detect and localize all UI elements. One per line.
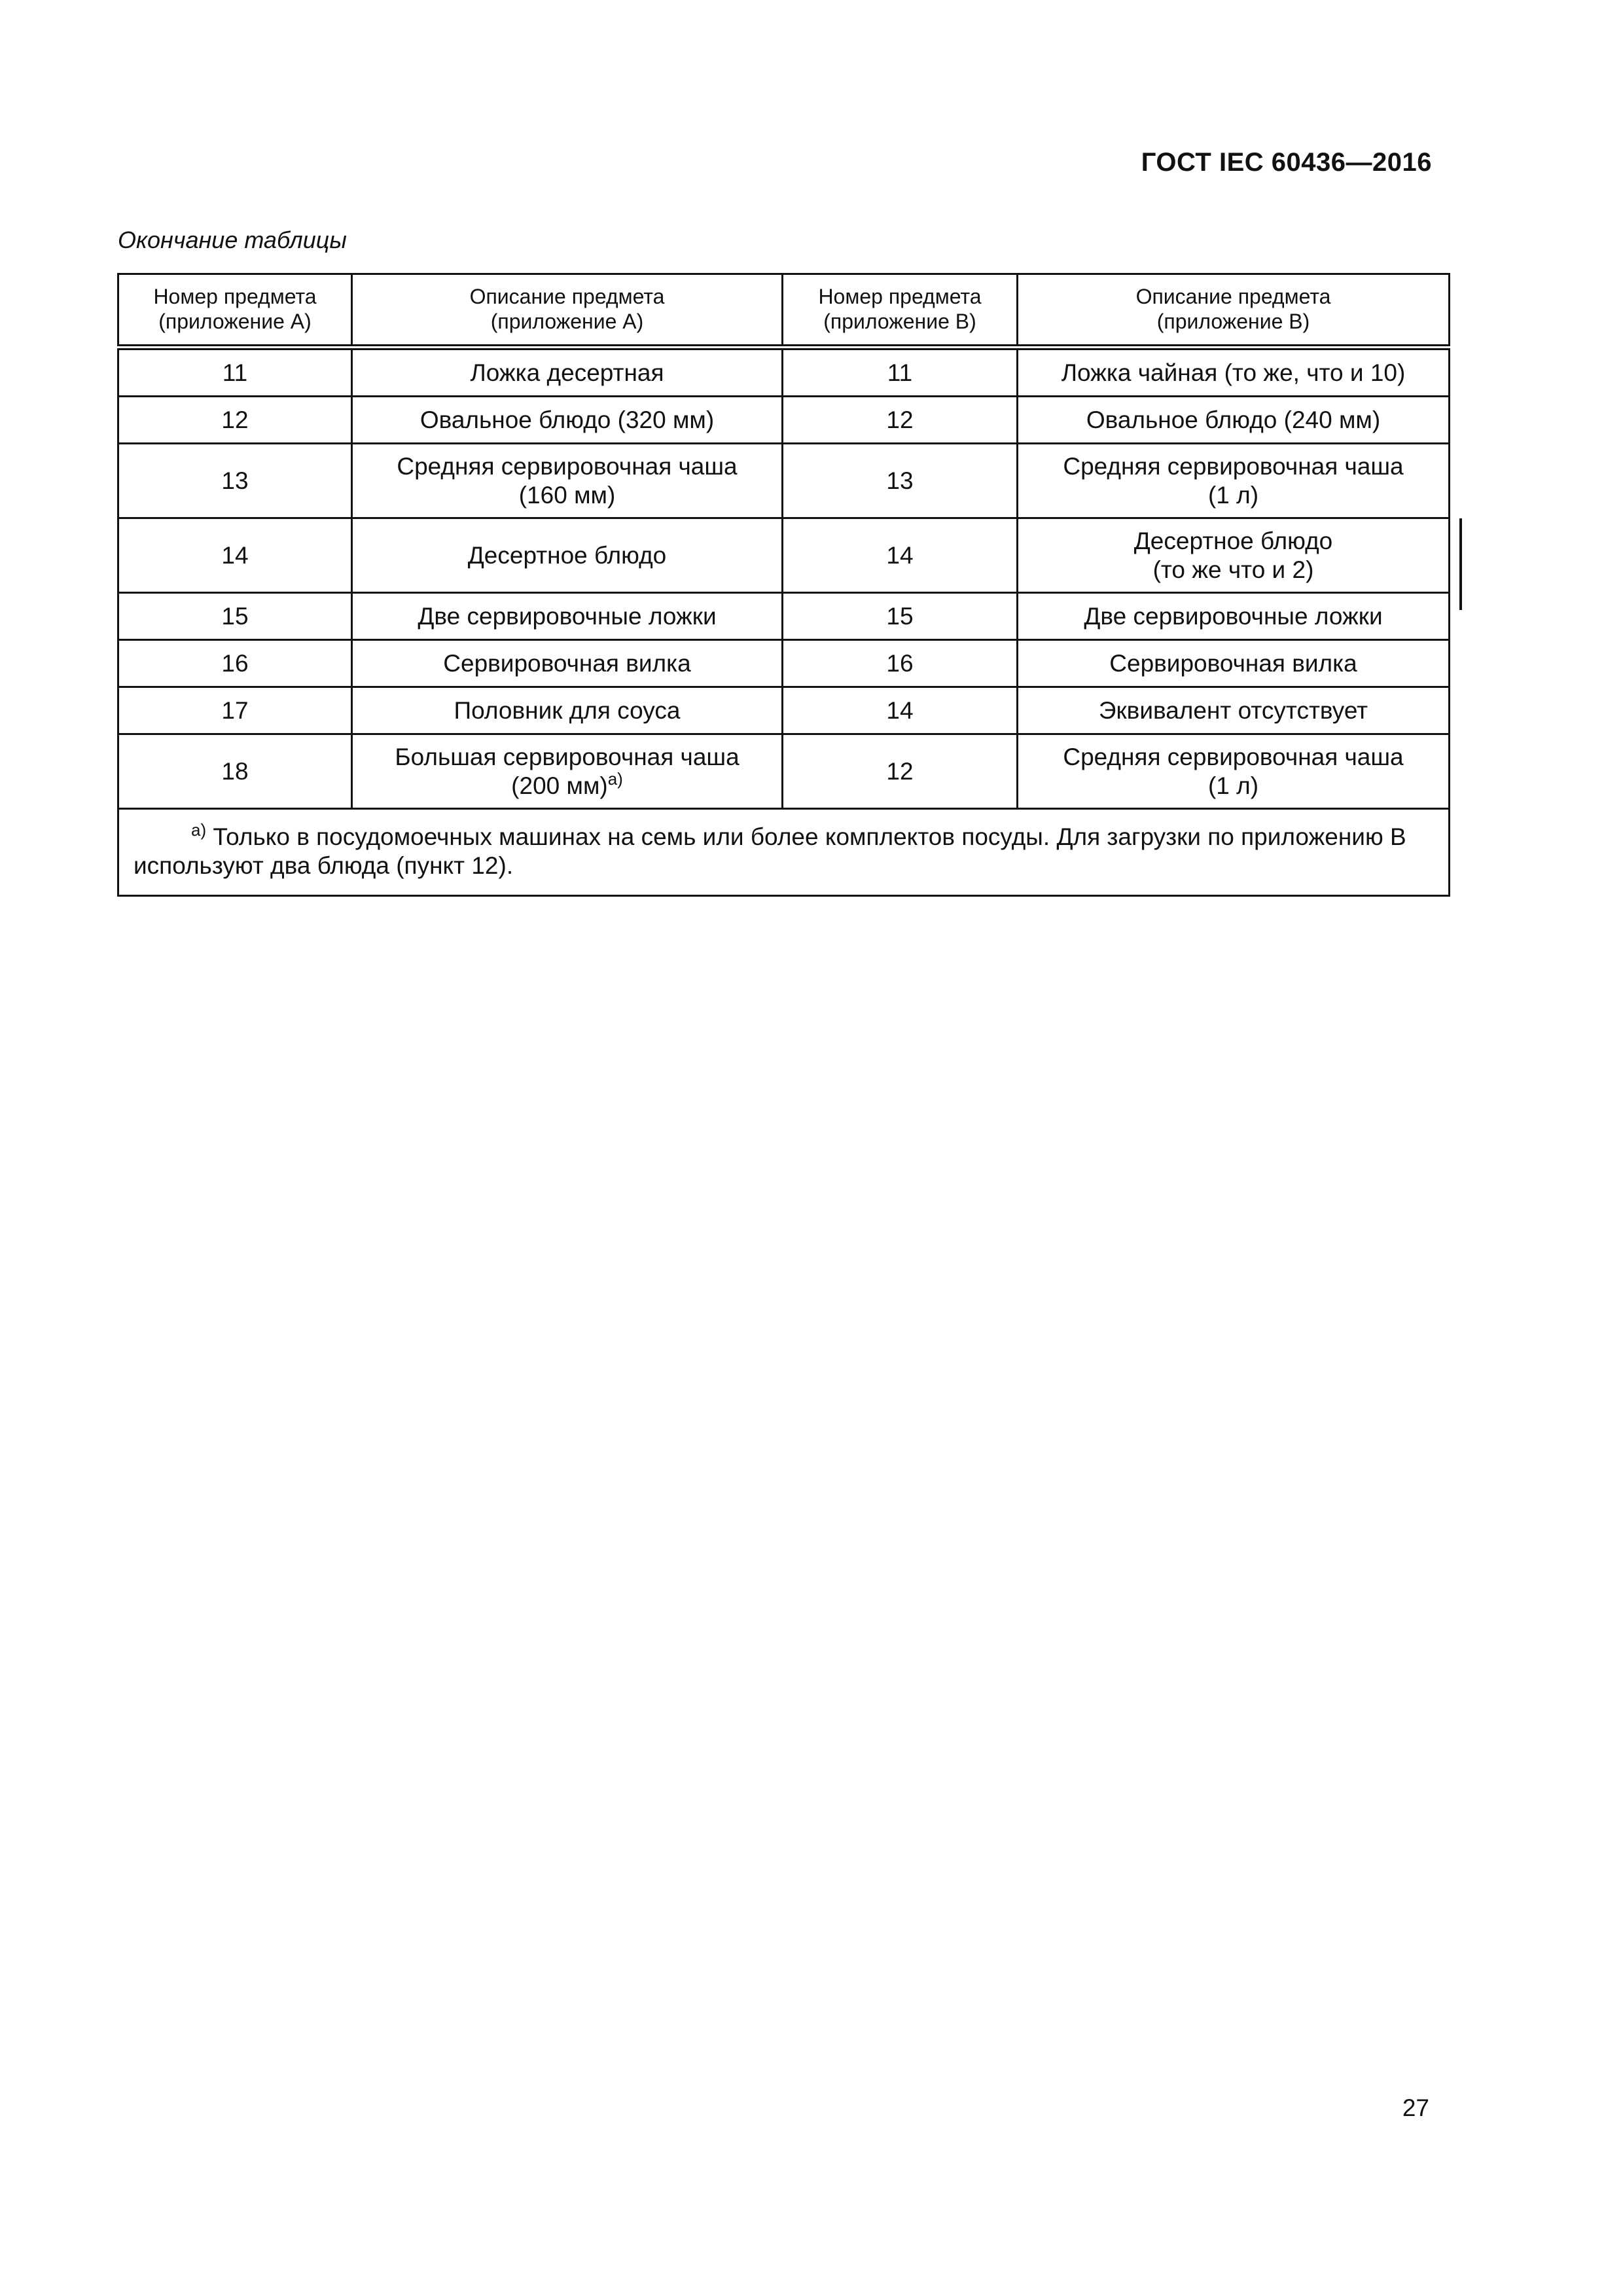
item-number-a: 13 bbox=[118, 444, 352, 518]
footnote-text: Только в посудомоечных машинах на семь или более комплектов посуды. Для загрузки по приложению В bbox=[213, 823, 1406, 850]
revision-bar bbox=[1459, 518, 1462, 610]
item-number-a: 16 bbox=[118, 640, 352, 687]
footnote-marker: а) bbox=[191, 819, 207, 840]
description-line: (1 л) bbox=[1207, 481, 1259, 509]
item-description-b bbox=[1018, 734, 1450, 809]
description-line: Десертное блюдо bbox=[1133, 527, 1333, 554]
header-label: Номер предмета bbox=[153, 285, 317, 309]
footnote-reference: а) bbox=[607, 768, 623, 789]
item-number-b: 16 bbox=[783, 640, 1018, 687]
item-number-b: 12 bbox=[783, 734, 1018, 809]
item-number-a: 15 bbox=[118, 593, 352, 640]
item-description-b bbox=[1018, 518, 1450, 593]
table-header-row bbox=[118, 274, 1450, 348]
header-label: Номер предмета bbox=[818, 285, 982, 309]
table-row bbox=[118, 593, 1450, 640]
table-row bbox=[118, 687, 1450, 734]
table-row bbox=[118, 348, 1450, 397]
description-line: Большая сервировочная чаша bbox=[395, 743, 740, 770]
header-label: Описание предмета bbox=[469, 285, 665, 309]
description-line: (160 мм) bbox=[518, 481, 616, 509]
item-number-b: 13 bbox=[783, 444, 1018, 518]
item-description-a: Сервировочная вилка bbox=[352, 640, 783, 687]
items-table-container bbox=[117, 273, 1448, 897]
item-number-b: 11 bbox=[783, 348, 1018, 397]
items-table bbox=[117, 273, 1450, 897]
description-line: Средняя сервировочная чаша bbox=[1063, 743, 1404, 770]
item-number-b: 14 bbox=[783, 687, 1018, 734]
item-description-b bbox=[1018, 444, 1450, 518]
item-number-a: 14 bbox=[118, 518, 352, 593]
header-sublabel: (приложение В) bbox=[1156, 310, 1310, 333]
standard-header: ГОСТ IEC 60436—2016 bbox=[1141, 148, 1432, 177]
item-number-a: 17 bbox=[118, 687, 352, 734]
table-row bbox=[118, 397, 1450, 444]
header-item-number-a bbox=[118, 274, 352, 348]
table-caption: Окончание таблицы bbox=[118, 226, 347, 253]
page-number: 27 bbox=[1402, 2094, 1429, 2121]
footnote-text: используют два блюда (пункт 12). bbox=[134, 852, 514, 879]
header-sublabel: (приложение А) bbox=[158, 310, 312, 333]
item-description-b: Ложка чайная (то же, что и 10) bbox=[1018, 348, 1450, 397]
table-row bbox=[118, 734, 1450, 809]
header-sublabel: (приложение А) bbox=[490, 310, 644, 333]
table-footnote bbox=[118, 809, 1450, 896]
item-description-b: Овальное блюдо (240 мм) bbox=[1018, 397, 1450, 444]
header-item-number-b bbox=[783, 274, 1018, 348]
header-label: Описание предмета bbox=[1135, 285, 1331, 309]
item-description-b: Две сервировочные ложки bbox=[1018, 593, 1450, 640]
description-line: (1 л) bbox=[1207, 772, 1259, 799]
header-item-description-a bbox=[352, 274, 783, 348]
footnote-row bbox=[118, 809, 1450, 896]
header-item-description-b bbox=[1018, 274, 1450, 348]
item-number-b: 14 bbox=[783, 518, 1018, 593]
item-number-b: 15 bbox=[783, 593, 1018, 640]
item-number-a: 18 bbox=[118, 734, 352, 809]
item-description-a: Овальное блюдо (320 мм) bbox=[352, 397, 783, 444]
item-number-b: 12 bbox=[783, 397, 1018, 444]
description-line: (200 мм) bbox=[511, 772, 608, 799]
item-description-a bbox=[352, 444, 783, 518]
description-line: Средняя сервировочная чаша bbox=[397, 452, 738, 480]
item-description-b: Сервировочная вилка bbox=[1018, 640, 1450, 687]
item-number-a: 12 bbox=[118, 397, 352, 444]
item-description-b: Эквивалент отсутствует bbox=[1018, 687, 1450, 734]
description-line: Средняя сервировочная чаша bbox=[1063, 452, 1404, 480]
table-row bbox=[118, 640, 1450, 687]
description-line: (то же что и 2) bbox=[1152, 556, 1314, 583]
item-description-a: Ложка десертная bbox=[352, 348, 783, 397]
item-number-a: 11 bbox=[118, 348, 352, 397]
item-description-a bbox=[352, 734, 783, 809]
item-description-a: Две сервировочные ложки bbox=[352, 593, 783, 640]
table-row bbox=[118, 518, 1450, 593]
item-description-a: Половник для соуса bbox=[352, 687, 783, 734]
table-row bbox=[118, 444, 1450, 518]
header-sublabel: (приложение В) bbox=[823, 310, 976, 333]
item-description-a: Десертное блюдо bbox=[352, 518, 783, 593]
